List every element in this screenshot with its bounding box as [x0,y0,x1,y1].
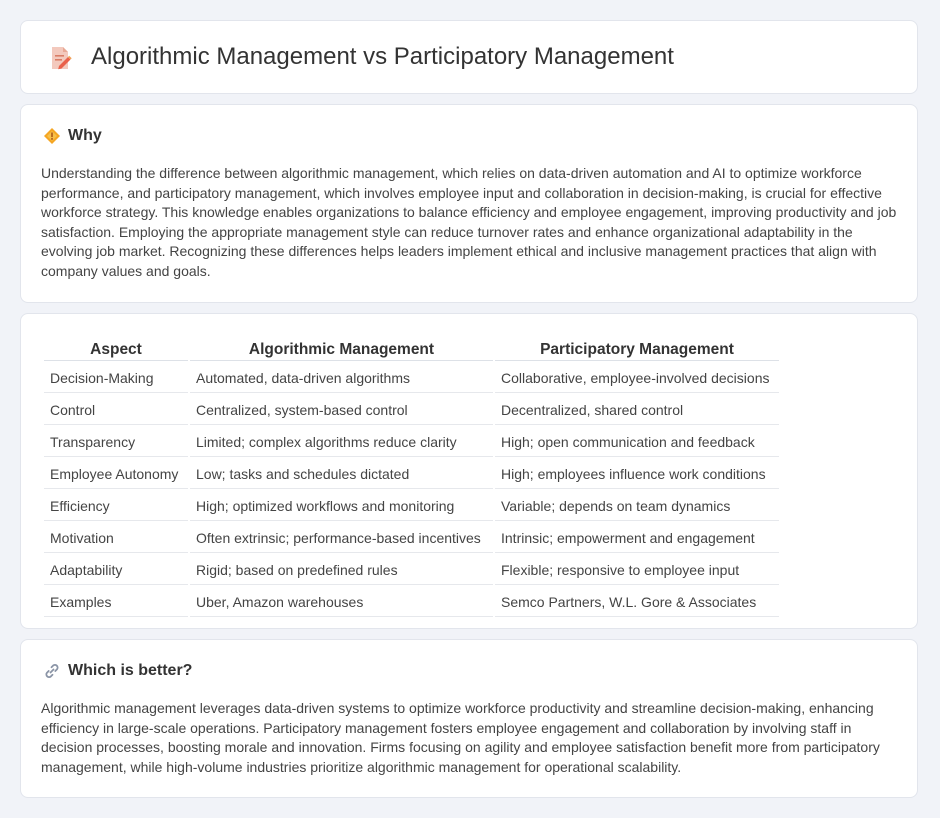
table-cell: Centralized, system-based control [190,395,493,425]
which-is-better-title: Which is better? [68,662,193,679]
table-row [44,363,779,393]
table-cell: Control [44,395,188,425]
comparison-table [42,334,781,619]
table-cell: Adaptability [44,555,188,585]
why-heading [43,127,102,145]
table-cell: Semco Partners, W.L. Gore & Associates [495,587,779,617]
table-cell: Decentralized, shared control [495,395,779,425]
table-cell: Transparency [44,427,188,457]
table-cell: Intrinsic; empowerment and engagement [495,523,779,553]
table-cell: Limited; complex algorithms reduce clarity [190,427,493,457]
table-cell: Flexible; responsive to employee input [495,555,779,585]
table-cell: Collaborative, employee-involved decisions [495,363,779,393]
table-cell: High; open communication and feedback [495,427,779,457]
table-row [44,523,779,553]
table-cell: Motivation [44,523,188,553]
which-is-better-heading [43,662,192,680]
link-icon [43,662,61,680]
table-row [44,395,779,425]
column-header-participatory: Participatory Management [495,336,779,361]
table-row [44,587,779,617]
why-section [20,104,918,303]
table-cell: Uber, Amazon warehouses [190,587,493,617]
page-title: Algorithmic Management vs Participatory Management [91,43,674,70]
which-is-better-section [20,639,918,798]
table-cell: Decision-Making [44,363,188,393]
table-row [44,555,779,585]
table-cell: High; optimized workflows and monitoring [190,491,493,521]
comparison-section [20,313,918,629]
column-header-algorithmic: Algorithmic Management [190,336,493,361]
document-edit-icon [47,45,73,71]
diamond-warning-icon [43,127,61,145]
column-header-aspect: Aspect [44,336,188,361]
table-cell: High; employees influence work conditions [495,459,779,489]
table-cell: Efficiency [44,491,188,521]
table-row [44,491,779,521]
table-row [44,459,779,489]
why-text: Understanding the difference between algorithmic management, which relies on data-driven automation and AI to optimize workforce performance, and participatory management, which involves employee input and collaboration in decision-making, is crucial for effective workforce strategy. This knowledge enables organizations to balance efficiency and employee engagement, improving productivity and job satisfaction. Employing the appropriate management style can reduce turnover rates and enhance organizational adaptability in the evolving job market. Recognizing these differences helps leaders implement ethical and inclusive management practices that align with company values and goals. [41,165,897,279]
table-cell: Often extrinsic; performance-based incentives [190,523,493,553]
table-header-row [44,336,779,361]
table-cell: Employee Autonomy [44,459,188,489]
table-cell: Low; tasks and schedules dictated [190,459,493,489]
header-card [20,20,918,94]
which-is-better-text: Algorithmic management leverages data-driven systems to optimize workforce productivity and streamline decision-making, enhancing efficiency in large-scale operations. Participatory management fosters employee engagement and collaboration by involving staff in decision processes, boosting morale and innovation. Firms focusing on agility and employee satisfaction benefit more from participatory management, while high-volume industries prioritize algorithmic management for operational scalability. [41,700,880,775]
table-cell: Rigid; based on predefined rules [190,555,493,585]
table-cell: Variable; depends on team dynamics [495,491,779,521]
table-cell: Examples [44,587,188,617]
table-cell: Automated, data-driven algorithms [190,363,493,393]
table-row [44,427,779,457]
why-title: Why [68,127,102,144]
